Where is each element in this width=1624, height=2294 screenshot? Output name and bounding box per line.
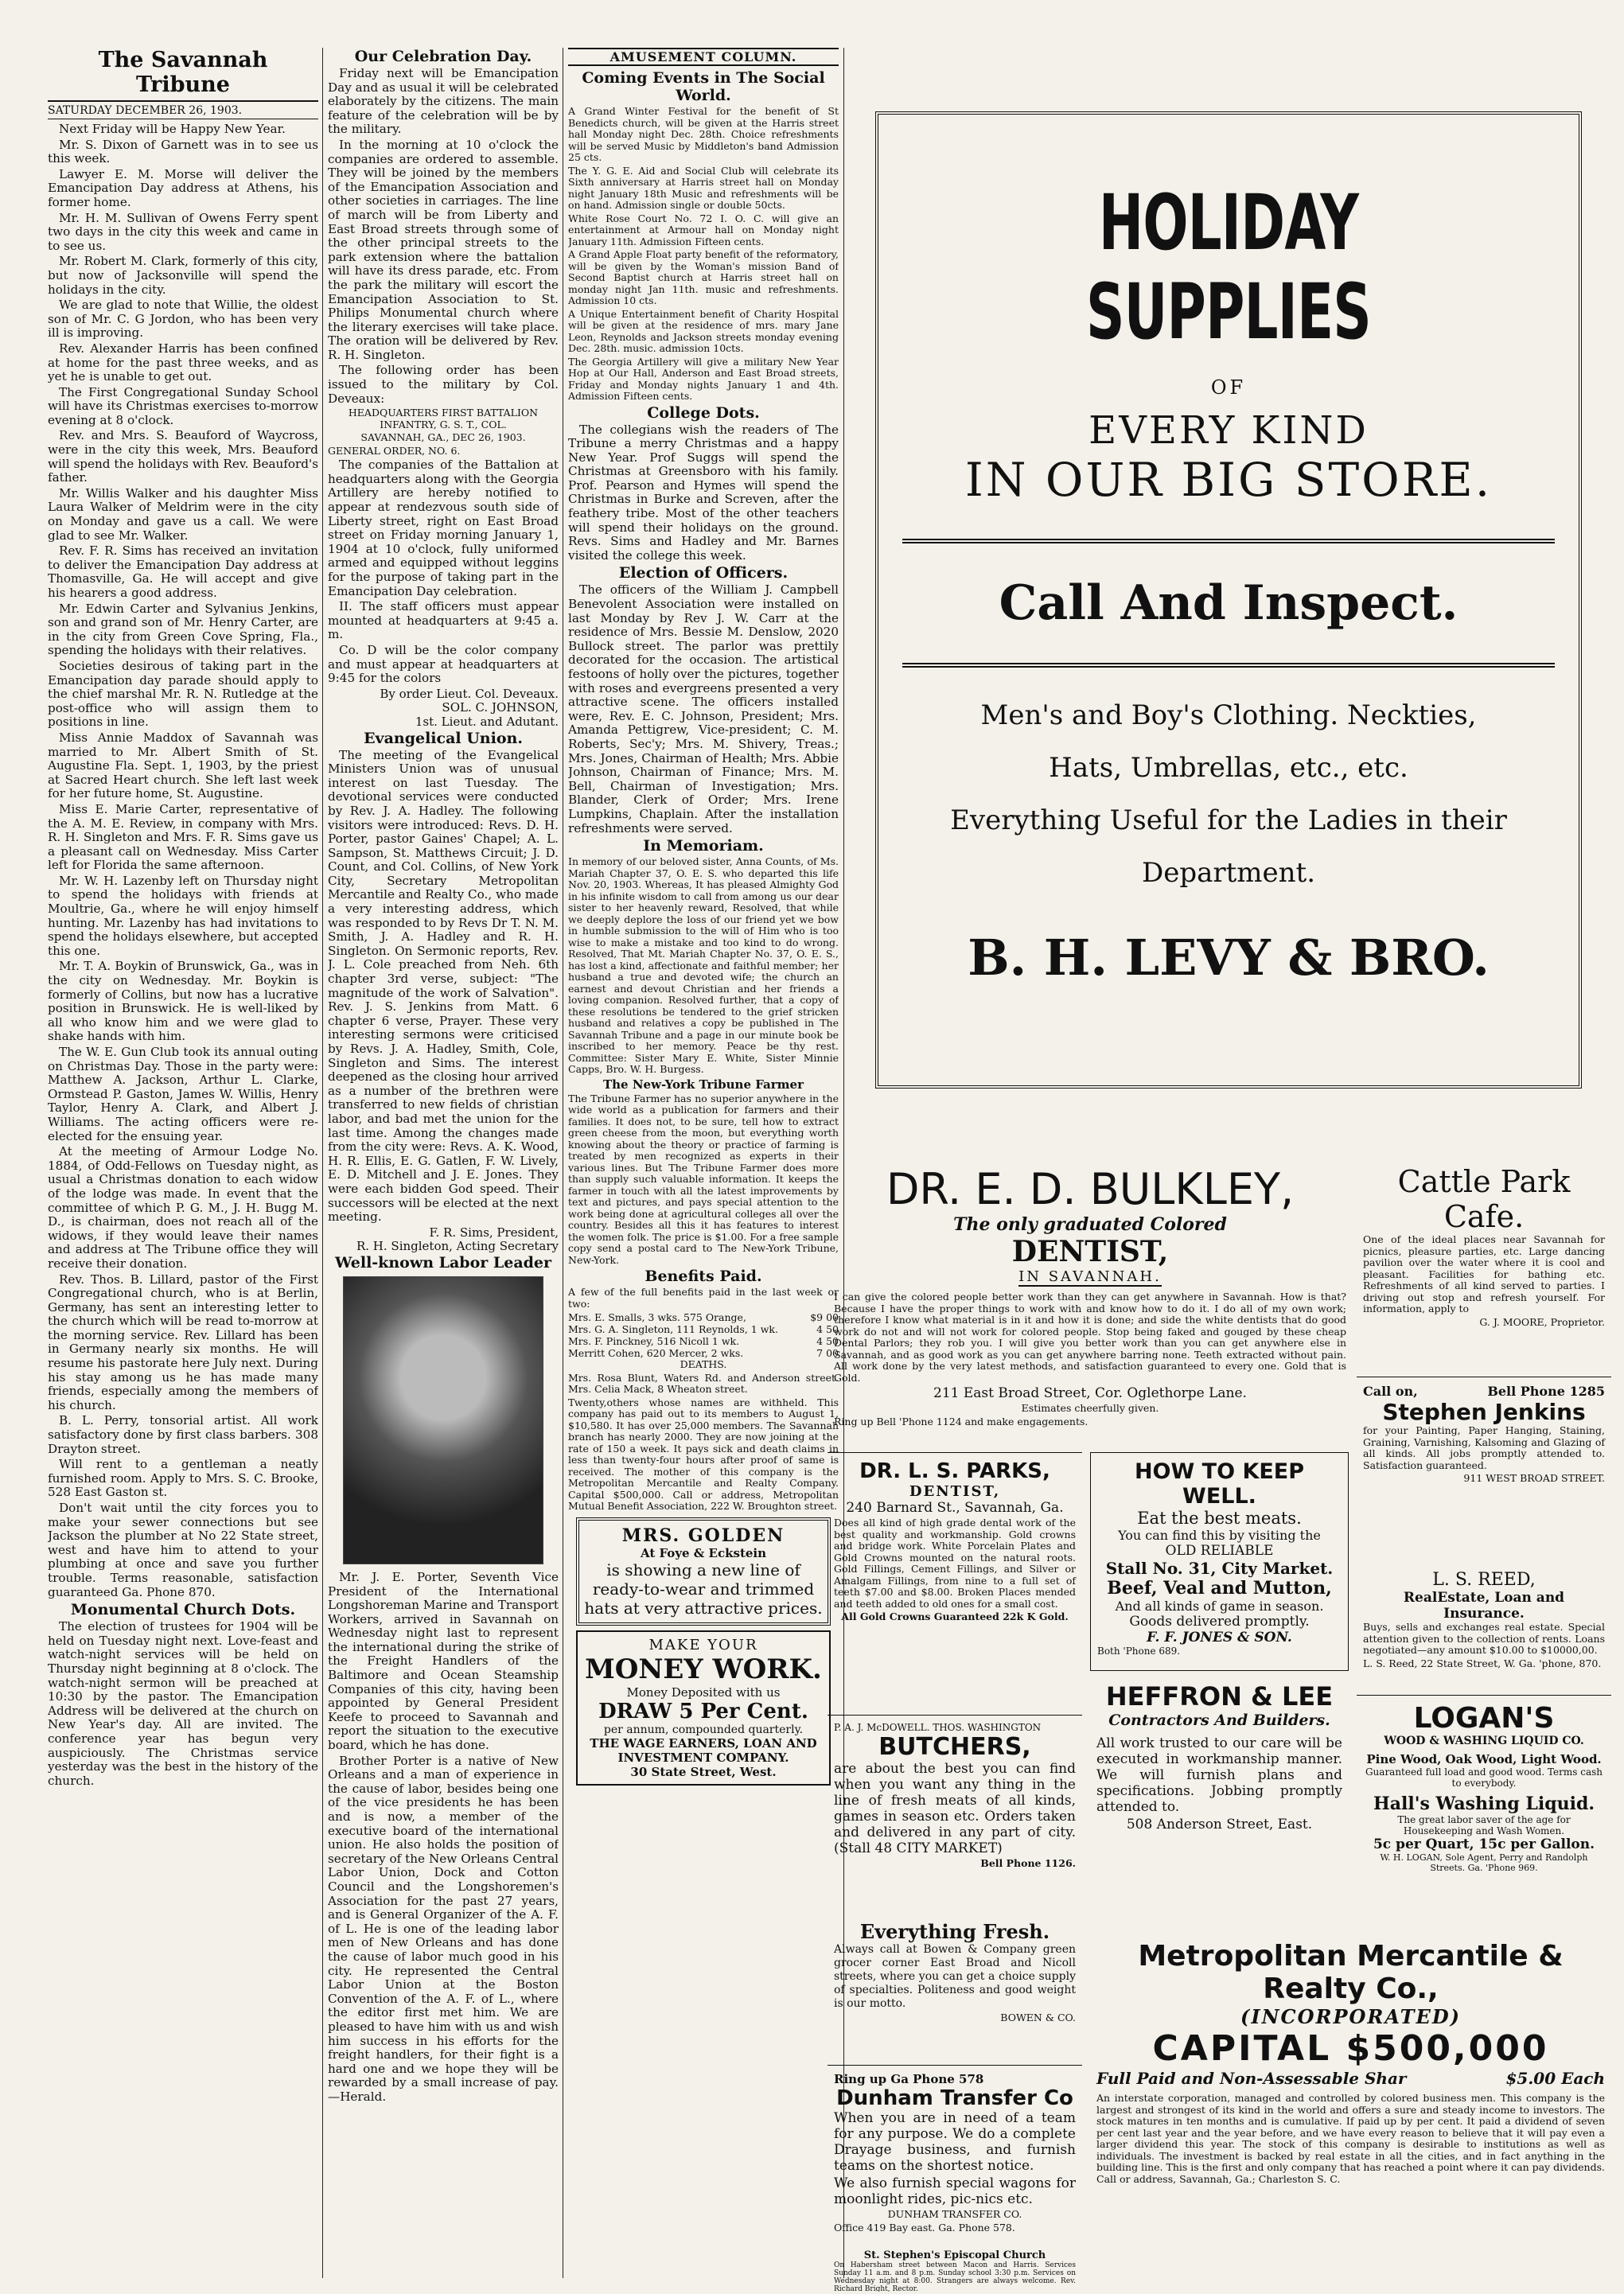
parks-text: Does all kind of high grade dental work of the best quality and workmanship. Gold crowns and bridge work. White Porcelain Plates and Gold Crowns mounted on the natural roots. Gold Fillings, Cement Fillings, and Silver or Amalgam Fillings, from nine to a full set of teeth $7.00 and $8.00. Broken Places mended and teeth added to old ones for a small cost. — [834, 1517, 1076, 1610]
benefit-name: Mrs. G. A. Singleton, 111 Reynolds, 1 wk. — [568, 1323, 778, 1336]
news-item: Societies desirous of taking part in the Emancipation day parade should apply to the chief marshal Mr. R. N. Rutledge at the post-office who will assign them to positions in line. — [48, 658, 318, 730]
celebration-title: Our Celebration Day. — [354, 48, 532, 65]
jenkins-phone: Bell Phone 1285 — [1487, 1384, 1605, 1399]
keepwell-l3: OLD RELIABLE — [1165, 1543, 1274, 1559]
parks-name: DR. L. S. PARKS, — [859, 1459, 1050, 1483]
local-news — [48, 123, 318, 1599]
cattle-park-ad — [1357, 1158, 1611, 1373]
benefit-amount: 4 50 — [816, 1323, 839, 1336]
money-l7: 30 State Street, West. — [630, 1764, 777, 1779]
article-paragraph: Friday next will be Emancipation Day and as usual it will be celebrated elaborately by the citizens. The main feature of the celebration will be by the military. — [328, 66, 559, 137]
holiday-line: Everything Useful for the Ladies in their — [950, 804, 1507, 836]
fresh-sig: BOWEN & CO. — [1000, 2012, 1076, 2023]
benefits-table — [568, 1311, 839, 1359]
signature: F. R. Sims, President, — [429, 1225, 559, 1240]
bulkley-addr: 211 East Broad Street, Cor. Oglethorpe Lane. — [933, 1385, 1247, 1401]
money-l1: MAKE YOUR — [648, 1636, 758, 1653]
money-l3: Money Deposited with us — [626, 1684, 781, 1700]
dunham-sig: DUNHAM TRANSFER CO. — [887, 2208, 1022, 2220]
monumental-title: Monumental Church Dots. — [70, 1601, 296, 1619]
dunham-ad — [828, 2065, 1082, 2248]
news-item: Mr. W. H. Lazenby left on Thursday night to spend the holidays with friends at Moultrie, Ga., where he will enjoy himself hunting. Mr. Lazenby has had invitations to spend the holidays elsewhere, but accepted this one. — [48, 873, 318, 958]
amusement-list — [568, 106, 839, 403]
ad-divider — [902, 539, 1555, 543]
news-item: The W. E. Gun Club took its annual outing on Christmas Day. Those in the party were: Matthew A. Jackson, Arthur L. Clarke, Ormstead P. Gaston, James W. Willis, Henry Taylor, Henry A. Clark, and Albert J. Williams. The acting officers were re-elected for the ensuing year. — [48, 1045, 318, 1143]
benefits-text: Twenty,others whose names are withheld. This company has paid out to its members to August 1, $10,580. It has over 25,000 members. The Savannah branch has nearly 2000. They are now joining at the rate of 150 a week. It pays sick and death claims in less than twenty-four hours after proof of same is received. The mother of this company is the Metropolitan Mercantile and Realty Company. Capital $500,000. Call or address, Metropolitan Mutual Benefit Association, 222 W. Broughton street. — [568, 1396, 839, 1513]
article-paragraph: The officers of the William J. Campbell Benevolent Association were installed on last Monday by Rev J. W. Carr at the residence of Mrs. Bessie M. Denslow, 2020 Bullock street. The parlor was prettily decorated for the occasion. The artistical festoons of holly over the pictures, together with roses and evergreens presented a very attractive scene. The officers installed were, Rev. E. C. Johnson, President; Mrs. Amanda Pettigrew, Vice-president; C. M. Roberts, Sec'y; Mrs. M. Shivery, Treas.; Mrs. Jones, Chairman of Health; Mrs. Abbie Johnson, Chairman of Finance; Mrs. M. Bell, Chairman of Investigation; Mrs. Blander, Clerk of Order; Mrs. Irene Lumpkins, Chaplain. After the installation refreshments were served. — [568, 582, 839, 835]
election-title: Election of Officers. — [618, 564, 789, 582]
farmer-title: The New-York Tribune Farmer — [602, 1077, 804, 1092]
table-row — [568, 1335, 839, 1347]
logan-l5: 5c per Quart, 15c per Gallon. — [1373, 1836, 1595, 1852]
keepwell-l2: You can find this by visiting the — [1118, 1528, 1321, 1543]
butchers-ad — [828, 1715, 1082, 1914]
order-header: HEADQUARTERS FIRST BATTALION INFANTRY, G. S. T., COL. — [348, 407, 539, 430]
column-rule — [322, 48, 323, 2278]
benefit-amount: $9 00 — [810, 1311, 839, 1324]
news-item: Mr. T. A. Boykin of Brunswick, Ga., was in the city on Wednesday. Mr. Boykin is formerly of Collins, but now has a lucrative position in Brunswick. He is well-liked by all who know him and we were glad to shake hands with him. — [48, 959, 318, 1044]
heffron-addr: 508 Anderson Street, East. — [1126, 1817, 1313, 1832]
holiday-big-store: IN OUR BIG STORE. — [964, 453, 1493, 507]
news-item: We are glad to note that Willie, the oldest son of Mr. C. G Jordon, who has been very ill is improving. — [48, 298, 318, 341]
keepwell-l9: Both 'Phone 689. — [1097, 1646, 1181, 1657]
amusement-header: AMUSEMENT COLUMN. — [568, 48, 839, 66]
jenkins-callon: Call on, — [1363, 1384, 1418, 1399]
bulkley-ad — [828, 1158, 1353, 1436]
reed-ad — [1357, 1564, 1611, 1691]
article-paragraph: Co. D will be the color company and must appear at headquarters at 9:45 for the colors — [328, 642, 559, 686]
article-paragraph: In memory of our beloved sister, Anna Counts, of Ms. Mariah Chapter 37, O. E. S. who departed this life Nov. 20, 1903. Whereas, It has pleased Almighty God in his infinite wisdom to call from among us our dear sister to her heavenly reward, Resolved, that while we deeply deplore the loss of our friend yet we bow in humble submission to the will of Him who is too wise to make a mistake and too kind to do wrong. Resolved, That Mt. Mariah Chapter No. 37, O. E. S., has lost a kind, affectionate and faithful member; her husband a true and devoted wife; the church an earnest and devout Christian and her friends a loving companion. Resolved further, that a copy of these resolutions be tendered to the grief stricken husband and relatives a copy be published in The Savannah Tribune and a page in our minute book be inscribed to her memory. Peace be thy rest. Committee: Sister Mary E. White, Sister Minnie Capps, Bro. W. H. Burgess. — [568, 855, 839, 1076]
keepwell-l8: F. F. JONES & SON. — [1147, 1630, 1292, 1646]
holiday-of: OF — [1210, 376, 1247, 399]
event-item: White Rose Court No. 72 I. O. C. will give an entertainment at Armour hall on Monday night January 11th. Admission Fifteen cents. — [568, 212, 839, 247]
reed-addr: L. S. Reed, 22 State Street, W. Ga. 'phone, 870. — [1363, 1657, 1602, 1669]
article-paragraph: The companies of the Battalion at headquarters along with the Georgia Artillery are hereby notified to appear at rendezvous south side of Liberty street, right on East Broad street on Friday morning January 1, 1904 at 10 o'clock, fully uniformed armed and equipped without leggins for the purpose of taking part in the Emancipation Day celebration. — [328, 458, 559, 598]
money-l5: per annum, compounded quarterly. — [603, 1723, 804, 1736]
heffron-title: HEFFRON & LEE — [1105, 1681, 1334, 1712]
memoriam-title: In Memoriam. — [643, 837, 764, 855]
logan-l4: The great labor saver of the age for Housekeeping and Wash Women. — [1397, 1814, 1571, 1836]
logan-title: LOGAN'S — [1413, 1702, 1555, 1735]
butchers-phone: Bell Phone 1126. — [980, 1857, 1076, 1869]
butchers-text: are about the best you can find when you want any thing in the line of fresh meats of all kinds, games in season etc. Orders taken and delivered in any part of city. (Stall 48 CITY MARKET) — [834, 1761, 1076, 1856]
bulkley-est: Estimates cheerfully given. — [1021, 1402, 1159, 1414]
event-item: The Georgia Artillery will give a military New Year Hop at Our Hall, Anderson and East Broad streets, Friday and Monday nights January 1 and 4th. Admission Fifteen cents. — [568, 355, 839, 402]
benefits-intro: A few of the full benefits paid in the last week or two: — [568, 1286, 839, 1310]
golden-ad — [576, 1517, 831, 1626]
dunham-text2: We also furnish special wagons for moonlight rides, pic-nics etc. — [834, 2175, 1076, 2207]
article-paragraph: II. The staff officers must appear mounted at headquarters at 9:45 a. m. — [328, 599, 559, 642]
news-item: Will rent to a gentleman a neatly furnished room. Apply to Mrs. S. C. Brooke, 528 East Gaston st. — [48, 1457, 318, 1500]
order-header: GENERAL ORDER, NO. 6. — [328, 444, 461, 457]
stephens-ad — [828, 2248, 1082, 2292]
monumental-text: The election of trustees for 1904 will be held on Tuesday night next. Love-feast and watch-night services will be held on Thursday night beginning at 8 o'clock. The watch-night sermon will be preached at 10:30 by the pastor. The Emancipation Address will be delivered at the church on New Year's day. All are invited. The conference year has begun very auspiciously. The Christmas service yesterday was the best in the history of the church. — [48, 1619, 318, 1788]
table-row — [568, 1323, 839, 1335]
signature: R. H. Singleton, Acting Secretary — [356, 1239, 559, 1254]
holiday-line: Hats, Umbrellas, etc., etc. — [1049, 752, 1408, 784]
logan-l1: Pine Wood, Oak Wood, Light Wood. — [1366, 1752, 1602, 1766]
golden-name: MRS. GOLDEN — [621, 1525, 785, 1546]
money-ad — [576, 1630, 831, 1786]
holiday-line: Men's and Boy's Clothing. Neckties, — [980, 699, 1477, 731]
benefit-name: Merritt Cohen, 620 Mercer, 2 wks. — [568, 1347, 744, 1360]
college-title: College Dots. — [647, 403, 760, 422]
money-l6: THE WAGE EARNERS, LOAN AND INVESTMENT COMPANY. — [590, 1735, 817, 1765]
reed-title: L. S. REED, — [1432, 1570, 1536, 1590]
deaths-list: Mrs. Rosa Blunt, Waters Rd. and Anderson street. Mrs. Celia Mack, 8 Wheaton street. — [568, 1371, 839, 1396]
news-item: At the meeting of Armour Lodge No. 1884, of Odd-Fellows on Tuesday night, as usual a Christmas donation to each widow of the lodge was made. In event that the committee of which P. G. M., J. H. Bugg M. D., is chairman, does not reach all of the widows, if they would leave their names and address at The Tribune office they will receive their donation. — [48, 1144, 318, 1271]
article-paragraph: The meeting of the Evangelical Ministers Union was of unusual interest on last Tuesday. The devotional services were conducted by Rev. J. A. Hadley. The following visitors were introduced: Revs. D. H. Porter, pastor Gaines' Chapel; A. L. Sampson, St. Matthews Circuit; J. D. Count, and Col. Collins, of New York City, Secretary Metropolitan Mercantile and Realty Co., who made a very interesting address, which was responded to by Revs Dr T. N. M. Smith, J. A. Hadley and R. H. Singleton. On Sermonic reports, Rev. J. L. Cole preached from Neh. 6th chapter 3rd verse, subject: "The magnitude of the work of Salvation". Rev. J. S. Jenkins from Matt. 6 chapter 6 verse, Prayer. These very interesting sermons were criticised by Revs. J. A. Hadley, Smith, Cole, Singleton and Sims. The interest deepened as the closing hour arrived as a number of the brethren were transferred to new fields of christian labor, and bad met the union for the last time. Among the changes made from the city were: Revs. A. K. Wood, H. R. Ellis, E. G. Gatlen, F. W. Lively, E. D. Mitchell and J. E. Jones. They were each bidden God speed. Their successors will be elected at the next meeting. — [328, 747, 559, 1225]
table-row — [568, 1311, 839, 1323]
holiday-supplies-ad — [875, 111, 1582, 1089]
amusement-title: Coming Events in The Social World. — [582, 69, 825, 104]
parks-gold: All Gold Crowns Guaranteed 22k K Gold. — [841, 1610, 1069, 1622]
news-item: Rev. and Mrs. S. Beauford of Waycross, were in the city this week, Mrs. Beauford will spend the holidays with Rev. Beauford's father. — [48, 428, 318, 485]
money-l2: MONEY WORK. — [585, 1653, 822, 1685]
reed-sub: RealEstate, Loan and Insurance. — [1403, 1590, 1565, 1622]
keepwell-l7: Goods delivered promptly. — [1129, 1614, 1310, 1630]
keepwell-l1: Eat the best meats. — [1137, 1509, 1302, 1528]
labor-title: Well-known Labor Leader — [334, 1253, 552, 1272]
deaths-heading: DEATHS. — [680, 1358, 727, 1371]
metropolitan-ad — [1090, 1934, 1611, 2284]
event-item: A Grand Winter Festival for the benefit of St Benedicts church, will be given at the Harris street hall Monday night Dec. 28th. Choice refreshments will be served Music by Middleton's band Admission 25 cts. — [568, 105, 839, 163]
keep-well-ad — [1090, 1452, 1349, 1671]
benefits-title: Benefits Paid. — [645, 1268, 762, 1286]
benefit-amount: 4 50 — [816, 1335, 839, 1348]
holiday-title: HOLIDAY SUPPLIES — [1085, 178, 1371, 356]
table-row — [568, 1347, 839, 1359]
dunham-ring: Ring up Ga Phone 578 — [834, 2072, 984, 2086]
logan-ad — [1357, 1695, 1611, 1934]
jenkins-ad — [1357, 1377, 1611, 1560]
ad-divider — [902, 663, 1555, 668]
stephens-text: On Habersham street between Macon and Harris. Services Sunday 11 a.m. and 8 p.m. Sunday school 3:30 p.m. Services on Wednesday night at 8:00. Strangers are always welcome. Rev. Richard Bright, Rector. — [834, 2261, 1076, 2292]
fresh-ad — [828, 1914, 1082, 2057]
keepwell-l4: Stall No. 31, City Market. — [1105, 1559, 1334, 1578]
golden-sub: At Foye & Eckstein — [640, 1545, 767, 1560]
parks-dentist: DENTIST, — [909, 1483, 1001, 1500]
heffron-ad — [1090, 1675, 1349, 1898]
article-paragraph: The following order has been issued to the military by Col. Deveaux: — [328, 363, 559, 406]
parks-addr: 240 Barnard St., Savannah, Ga. — [846, 1500, 1064, 1516]
article-paragraph: In the morning at 10 o'clock the companies are ordered to assemble. They will be joined by the members of the Emancipation Association and other societies in carriages. The line of march will be from Liberty and East Broad streets through some of the other principal streets to the park extension where the battalion will have its dress parade, etc. From the park the military will escort the Emancipation Association to St. Philips Monumental church where the literary exercises will take place. The oration will be delivered by Rev. R. H. Singleton. — [328, 137, 559, 362]
fresh-title: Everything Fresh. — [859, 1920, 1050, 1943]
cattle-sig: G. J. MOORE, Proprietor. — [1479, 1315, 1605, 1328]
metro-inc: (INCORPORATED) — [1240, 2005, 1461, 2028]
money-l4: DRAW 5 Per Cent. — [598, 1699, 808, 1723]
news-item: Mr. S. Dixon of Garnett was in to see us this week. — [48, 137, 318, 166]
benefit-name: Mrs. F. Pinckney, 516 Nicoll 1 wk. — [568, 1335, 740, 1348]
column-3 — [568, 48, 839, 2278]
news-item: Rev. Alexander Harris has been confined at home for the past three weeks, and as yet he is unable to get out. — [48, 341, 318, 384]
article-paragraph: The Tribune Farmer has no superior anywhere in the wide world as a publication for farmers and their families. It does not, to be sure, tell how to extract green cheese from the moon, but everything worth knowing about the theory or practice of farming is treated by men recognized as experts in their various lines. But The Tribune Farmer does more than supply such valuable information. It keeps the farmer in touch with all the latest improvements by text and pictures, and pays special attention to the work being done at agricultural colleges all over the country. Besides all this it has features to interest the women folk. The price is $1.00. For a free sample copy send a postal card to The New-York Tribune, New-York. — [568, 1092, 839, 1266]
news-item: B. L. Perry, tonsorial artist. All work satisfactory done by first class barbers. 308 Drayton street. — [48, 1413, 318, 1456]
column-2 — [328, 48, 559, 2278]
news-item: Next Friday will be Happy New Year. — [59, 122, 286, 136]
news-item: Mr. H. M. Sullivan of Owens Ferry spent two days in the city this week and came in to see us. — [48, 210, 318, 253]
metro-paid: Full Paid and Non-Assessable Shar — [1096, 2069, 1407, 2088]
heffron-sub: Contractors And Builders. — [1108, 1712, 1330, 1729]
butchers-names: P. A. J. McDOWELL. THOS. WASHINGTON — [834, 1722, 1042, 1733]
event-item: A Unique Entertainment benefit of Charity Hospital will be given at the residence of mrs. mary Jane Leon, Reynolds and Jackson streets monday evening Dec. 28th. music. admission 10cts. — [568, 307, 839, 354]
article-paragraph: The collegians wish the readers of The Tribune a merry Christmas and a happy New Year. Prof Suggs will spend the Christmas at Greensboro with his family. Prof. Pearson and Hymes will spend the Christmas in Burke and Screven, after the feathery tribe. Most of the other teachers will spend their holidays on the ground. Revs. Sims and Hadley and Mr. Barnes visited the college this week. — [568, 422, 839, 563]
signature: By order Lieut. Col. Deveaux. — [380, 686, 559, 701]
benefit-amount: 7 00 — [816, 1347, 839, 1360]
cattle-title: Cattle Park Cafe. — [1397, 1164, 1571, 1234]
bulkley-sub: The only graduated Colored — [953, 1214, 1227, 1235]
parks-ad — [828, 1452, 1082, 1715]
event-item: The Y. G. E. Aid and Social Club will celebrate its Sixth anniversary at Harris street hall on Monday night January 18th Music and refreshments will be on hand. Admission single or double 50cts. — [568, 164, 839, 211]
portrait-image — [343, 1276, 543, 1564]
holiday-call: Call And Inspect. — [999, 575, 1458, 631]
keepwell-l6: And all kinds of game in season. — [1115, 1599, 1324, 1614]
keepwell-title: HOW TO KEEP WELL. — [1134, 1459, 1305, 1509]
signature: SOL. C. JOHNSON, — [442, 700, 559, 715]
order-header: SAVANNAH, GA., DEC 26, 1903. — [360, 431, 526, 444]
news-item: Miss Annie Maddox of Savannah was married to Mr. Albert Smith of St. Augustine Fla. Sept. 1, 1903, by the priest at Sacred Heart church. She left last week for her future home, St. Augustine. — [48, 730, 318, 801]
signature: 1st. Lieut. and Adutant. — [415, 714, 559, 729]
article-paragraph: Brother Porter is a native of New Orleans and a man of experience in the cause of labor, besides being one of the vice presidents he has been and is now, a member of the executive board of the international union. He also holds the position of secretary of the New Orleans Central Labor Union, Dock and Cotton Council and the Longshoremen's Association for the past 27 years, and is General Organizer of the A. F. of L. He is one of the leading labor men of New Orleans and has done the cause of labor much good in his city. He represented the Central Labor Union at the Boston Convention of the A. F. of L., where the editor first met him. We are pleased to have him with us and wish him success in his efforts for the freight handlers, for their fight is a hard one and we hope they will be rewarded by a small increase of pay.—Herald. — [328, 1753, 559, 2104]
news-item: Miss E. Marie Carter, representative of the A. M. E. Review, in company with Mrs. R. H. Singleton and Mrs. F. R. Sims gave us a pleasant call on Wednesday. Miss Carter left for Florida the same afternoon. — [48, 801, 318, 873]
dateline: SATURDAY DECEMBER 26, 1903. — [48, 104, 318, 119]
bulkley-dentist: DENTIST, — [1011, 1235, 1169, 1268]
dunham-office: Office 419 Bay east. Ga. Phone 578. — [834, 2221, 1015, 2234]
cattle-text: One of the ideal places near Savannah for picnics, pleasure parties, etc. Large dancing pavilion over the water where it is cool and pleasant. Facilities for bathing etc. Refreshments of all kind served to parties. I driving out stop and refresh yourself. For information, apply to — [1363, 1233, 1605, 1314]
column-1 — [48, 48, 318, 2278]
news-item: Don't wait until the city forces you to make your sewer connections but see Jackson the plumber at No 22 State street, west and have him to attend to your plumbing at once and save you further trouble. Terms reasonable, satisfaction guaranteed Ga. Phone 870. — [48, 1501, 318, 1599]
holiday-line: Department. — [1141, 857, 1316, 889]
jenkins-text: for your Painting, Paper Hanging, Staining, Graining, Varnishing, Kalsoming and Glazing of all kinds. All jobs promptly attended to. Satisfaction guaranteed. — [1363, 1424, 1605, 1471]
logan-l3: Hall's Washing Liquid. — [1373, 1794, 1595, 1814]
metro-title: Metropolitan Mercantile & Realty Co., — [1138, 1940, 1564, 2005]
dunham-text: When you are in need of a team for any purpose. We do a complete Drayage business, and furnish teams on the shortest notice. — [834, 2110, 1076, 2174]
news-item: Lawyer E. M. Morse will deliver the Emancipation Day address at Athens, his former home. — [48, 166, 318, 209]
jenkins-name: Stephen Jenkins — [1382, 1399, 1586, 1425]
bulkley-ring: Ring up Bell 'Phone 1124 and make engagements. — [834, 1415, 1089, 1427]
bulkley-text: I can give the colored people better work than they can get anywhere in Savannah. How is that? Because I have the proper things to work with and know how to do it. I do all of my own work; therefore I know what material is in it and how it is done; and side the white dentists that do good work do not and will not work for colored people. Stop being faked and gouged by these cheap Dental Parlors; they rob you. I will give you better work than you can get anywhere else in Savannah, and as good work as you can get anywhere barring none. Teeth extracted without pain. All work done by the very latest methods, and satisfaction guaranteed to every one. Gold that is Gold. — [834, 1291, 1346, 1384]
holiday-every-kind: EVERY KIND — [1089, 408, 1369, 453]
holiday-merchant: B. H. LEVY & BRO. — [968, 929, 1490, 987]
news-item: Mr. Willis Walker and his daughter Miss Laura Walker of Meldrim were in the city on Monday and gave us a call. We were glad to see Mr. Walker. — [48, 485, 318, 543]
butchers-title: BUTCHERS, — [878, 1733, 1031, 1761]
heffron-text: All work trusted to our care will be executed in workmanship manner. We will furnish plans and specifications. Jobbing promptly attended to. — [1096, 1735, 1342, 1815]
masthead: The Savannah Tribune — [48, 48, 318, 102]
news-item: The First Congregational Sunday School will have its Christmas exercises to-morrow evening at 8 o'clock. — [48, 384, 318, 427]
reed-text: Buys, sells and exchanges real estate. Special attention given to the collection of rents. Loans negotiated—any amount $10.00 to $10000,00. — [1363, 1621, 1605, 1656]
evangelical-title: Evangelical Union. — [364, 729, 523, 747]
benefit-name: Mrs. E. Smalls, 3 wks. 575 Orange, — [568, 1311, 746, 1324]
bulkley-city: IN SAVANNAH. — [1018, 1268, 1162, 1285]
jenkins-addr: 911 WEST BROAD STREET. — [1463, 1472, 1605, 1484]
metro-price: $5.00 Each — [1505, 2069, 1605, 2088]
event-item: A Grand Apple Float party benefit of the reformatory, will be given by the Woman's mission Band of Second Baptist church at Harris street hall on monday night Jan 11th. music and refreshments. Admission 10 cts. — [568, 248, 839, 306]
news-item: Mr. Robert M. Clark, formerly of this city, but now of Jacksonville will spend the holidays in the city. — [48, 254, 318, 297]
logan-sub: WOOD & WASHING LIQUID CO. — [1384, 1735, 1584, 1747]
golden-text: is showing a new line of ready-to-wear and trimmed hats at very attractive prices. — [584, 1560, 823, 1618]
article-paragraph: Mr. J. E. Porter, Seventh Vice President of the International Longshoreman Marine and Transport Workers, arrived in Savannah on Wednesday night last to represent the international during the strike of the Freight Handlers of the Baltimore and Ocean Steamship Companies of this city, having been appointed by General President Keefe to proceed to Savannah and report the situation to the executive board, which he has done. — [328, 1569, 559, 1753]
news-item: Rev. F. R. Sims has received an invitation to deliver the Emancipation Day address at Thomasville, Ga. He will accept and give his hearers a good address. — [48, 543, 318, 600]
news-item: Mr. Edwin Carter and Sylvanius Jenkins, son and grand son of Mr. Henry Carter, are in the city from Green Cove Spring, Fla., spending the holidays with their relatives. — [48, 601, 318, 658]
logan-l2: Guaranteed full load and good wood. Terms cash to everybody. — [1365, 1766, 1603, 1789]
stephens-title: St. Stephen's Episcopal Church — [863, 2249, 1046, 2261]
metro-capital: CAPITAL $500,000 — [1152, 2028, 1549, 2069]
bulkley-name: DR. E. D. BULKLEY, — [886, 1164, 1295, 1214]
fresh-text: Always call at Bowen & Company green grocer corner East Broad and Nicoll streets, where you can get a choice supply of specialties. Politeness and good weight is our motto. — [834, 1943, 1076, 2010]
logan-l6: W. H. LOGAN, Sole Agent, Perry and Randolph Streets. Ga. 'Phone 969. — [1380, 1852, 1588, 1873]
news-item: Rev. Thos. B. Lillard, pastor of the First Congregational church, who is at Berlin, Germany, has sent an interesting letter to the church which will be read to-morrow at the morning service. Rev. Lillard has been in Germany nearly six months. He will resume his pastorate here July next. During his stay among us he has made many friends, especially among the members of his church. — [48, 1272, 318, 1412]
metro-text: An interstate corporation, managed and controlled by colored business men. This company is the largest and strongest of its kind in the world and offers a sure and steady income to investors. The stock matures in ten months and is cumulative. If paid up by per cent. It paid a dividend of seven per cent last year and the year before, and we have every reason to believe that it will pay even a larger dividend this year. The stock of this company is desirable to institutions as well as individuals. The investment is backed by real estate in all the cities, and in fact anything in the building line. This is the first and only company that has reached a point where it can pay dividends. Call or address, Savannah, Ga.; Charleston S. C. — [1096, 2092, 1605, 2185]
keepwell-l5: Beef, Veal and Mutton, — [1107, 1578, 1332, 1599]
dunham-title: Dunham Transfer Co — [836, 2086, 1073, 2110]
